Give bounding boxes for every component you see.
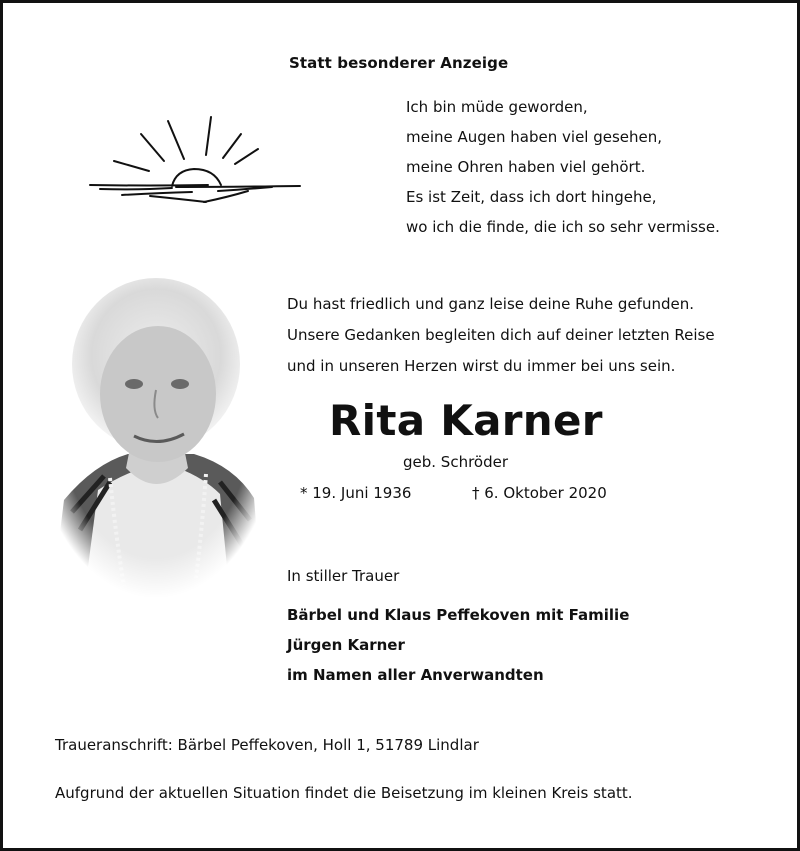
poem-line: wo ich die finde, die ich so sehr vermisse. bbox=[406, 218, 720, 236]
verse bbox=[287, 289, 715, 382]
poem bbox=[406, 92, 720, 242]
poem-line: meine Augen haben viel gesehen, bbox=[406, 128, 663, 146]
poem-line: meine Ohren haben viel gehört. bbox=[406, 158, 646, 176]
mourner-line: Jürgen Karner bbox=[287, 636, 405, 654]
verse-line: und in unseren Herzen wirst du immer bei uns sein. bbox=[287, 357, 676, 375]
birth-date: * 19. Juni 1936 bbox=[300, 484, 412, 502]
notice-header: Statt besonderer Anzeige bbox=[289, 54, 509, 72]
verse-line: Unsere Gedanken begleiten dich auf deiner letzten Reise bbox=[287, 326, 715, 344]
mourner-line: im Namen aller Anverwandten bbox=[287, 666, 544, 684]
sunrise-icon bbox=[88, 113, 302, 209]
born-name: geb. Schröder bbox=[403, 453, 509, 471]
mourning-address: Traueranschrift: Bärbel Peffekoven, Holl 1, 51789 Lindlar bbox=[55, 736, 479, 754]
poem-line: Ich bin müde geworden, bbox=[406, 98, 588, 116]
mourning-label: In stiller Trauer bbox=[287, 567, 400, 585]
mourner-line: Bärbel und Klaus Peffekoven mit Familie bbox=[287, 606, 630, 624]
funeral-notice: Aufgrund der aktuellen Situation findet die Beisetzung im kleinen Kreis statt. bbox=[55, 784, 633, 802]
deceased-name: Rita Karner bbox=[329, 396, 603, 445]
death-date: † 6. Oktober 2020 bbox=[472, 484, 607, 502]
portrait-photo bbox=[44, 268, 268, 598]
poem-line: Es ist Zeit, dass ich dort hingehe, bbox=[406, 188, 657, 206]
verse-line: Du hast friedlich und ganz leise deine Ruhe gefunden. bbox=[287, 295, 694, 313]
mourners bbox=[287, 600, 629, 690]
